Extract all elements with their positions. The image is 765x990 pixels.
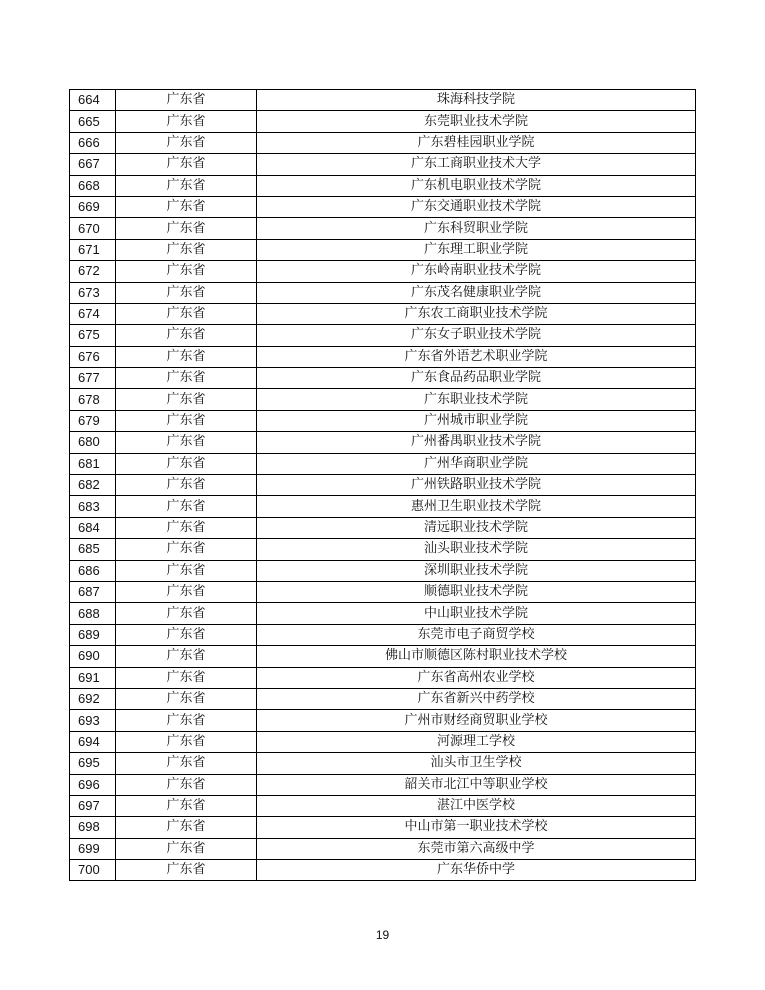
school-name-cell: 深圳职业技术学院 bbox=[257, 560, 696, 581]
school-name-cell: 中山职业技术学院 bbox=[257, 603, 696, 624]
row-number-cell: 698 bbox=[70, 817, 116, 838]
school-name-cell: 珠海科技学院 bbox=[257, 90, 696, 111]
province-cell: 广东省 bbox=[116, 111, 257, 132]
province-cell: 广东省 bbox=[116, 517, 257, 538]
school-name-cell: 广东岭南职业技术学院 bbox=[257, 261, 696, 282]
table-row bbox=[70, 688, 696, 709]
school-name-cell: 广东工商职业技术大学 bbox=[257, 154, 696, 175]
school-name-cell: 广州铁路职业技术学院 bbox=[257, 475, 696, 496]
row-number-cell: 665 bbox=[70, 111, 116, 132]
school-name-cell: 广东职业技术学院 bbox=[257, 389, 696, 410]
row-number-cell: 684 bbox=[70, 517, 116, 538]
province-cell: 广东省 bbox=[116, 325, 257, 346]
table-row bbox=[70, 432, 696, 453]
province-cell: 广东省 bbox=[116, 432, 257, 453]
school-name-cell: 广东省新兴中药学校 bbox=[257, 688, 696, 709]
table-row bbox=[70, 154, 696, 175]
province-cell: 广东省 bbox=[116, 496, 257, 517]
province-cell: 广东省 bbox=[116, 560, 257, 581]
row-number-cell: 682 bbox=[70, 475, 116, 496]
province-cell: 广东省 bbox=[116, 710, 257, 731]
table-row bbox=[70, 90, 696, 111]
school-name-cell: 汕头市卫生学校 bbox=[257, 753, 696, 774]
table-row bbox=[70, 496, 696, 517]
row-number-cell: 678 bbox=[70, 389, 116, 410]
province-cell: 广东省 bbox=[116, 346, 257, 367]
row-number-cell: 685 bbox=[70, 539, 116, 560]
province-cell: 广东省 bbox=[116, 90, 257, 111]
table-row bbox=[70, 368, 696, 389]
table-row bbox=[70, 389, 696, 410]
school-name-cell: 韶关市北江中等职业学校 bbox=[257, 774, 696, 795]
table-row bbox=[70, 774, 696, 795]
province-cell: 广东省 bbox=[116, 303, 257, 324]
province-cell: 广东省 bbox=[116, 688, 257, 709]
table-row bbox=[70, 410, 696, 431]
school-name-cell: 广东机电职业技术学院 bbox=[257, 175, 696, 196]
table-body bbox=[70, 90, 696, 881]
row-number-cell: 691 bbox=[70, 667, 116, 688]
row-number-cell: 681 bbox=[70, 453, 116, 474]
row-number-cell: 699 bbox=[70, 838, 116, 859]
school-name-cell: 佛山市顺德区陈村职业技术学校 bbox=[257, 646, 696, 667]
row-number-cell: 673 bbox=[70, 282, 116, 303]
table-row bbox=[70, 175, 696, 196]
table-row bbox=[70, 132, 696, 153]
province-cell: 广东省 bbox=[116, 389, 257, 410]
page-number: 19 bbox=[375, 928, 390, 942]
province-cell: 广东省 bbox=[116, 239, 257, 260]
table-row bbox=[70, 517, 696, 538]
province-cell: 广东省 bbox=[116, 539, 257, 560]
province-cell: 广东省 bbox=[116, 753, 257, 774]
row-number-cell: 675 bbox=[70, 325, 116, 346]
province-cell: 广东省 bbox=[116, 731, 257, 752]
row-number-cell: 667 bbox=[70, 154, 116, 175]
school-name-cell: 广东理工职业学院 bbox=[257, 239, 696, 260]
province-cell: 广东省 bbox=[116, 603, 257, 624]
row-number-cell: 694 bbox=[70, 731, 116, 752]
school-name-cell: 广东科贸职业学院 bbox=[257, 218, 696, 239]
table-row bbox=[70, 646, 696, 667]
table-row bbox=[70, 710, 696, 731]
row-number-cell: 700 bbox=[70, 860, 116, 881]
province-cell: 广东省 bbox=[116, 175, 257, 196]
table-row bbox=[70, 667, 696, 688]
row-number-cell: 669 bbox=[70, 196, 116, 217]
province-cell: 广东省 bbox=[116, 132, 257, 153]
school-name-cell: 广东华侨中学 bbox=[257, 860, 696, 881]
table-row bbox=[70, 325, 696, 346]
table-row bbox=[70, 239, 696, 260]
province-cell: 广东省 bbox=[116, 453, 257, 474]
table-row bbox=[70, 753, 696, 774]
row-number-cell: 693 bbox=[70, 710, 116, 731]
school-name-cell: 惠州卫生职业技术学院 bbox=[257, 496, 696, 517]
school-name-cell: 河源理工学校 bbox=[257, 731, 696, 752]
school-name-cell: 广东碧桂园职业学院 bbox=[257, 132, 696, 153]
table-row bbox=[70, 560, 696, 581]
school-name-cell: 广东女子职业技术学院 bbox=[257, 325, 696, 346]
table-row bbox=[70, 539, 696, 560]
school-name-cell: 清远职业技术学院 bbox=[257, 517, 696, 538]
school-name-cell: 广东省外语艺术职业学院 bbox=[257, 346, 696, 367]
province-cell: 广东省 bbox=[116, 154, 257, 175]
school-name-cell: 湛江中医学校 bbox=[257, 795, 696, 816]
row-number-cell: 676 bbox=[70, 346, 116, 367]
table-row bbox=[70, 196, 696, 217]
province-cell: 广东省 bbox=[116, 838, 257, 859]
row-number-cell: 664 bbox=[70, 90, 116, 111]
table-row bbox=[70, 218, 696, 239]
school-list-table bbox=[69, 89, 696, 881]
table-row bbox=[70, 624, 696, 645]
school-name-cell: 广东交通职业技术学院 bbox=[257, 196, 696, 217]
school-name-cell: 广州华商职业学院 bbox=[257, 453, 696, 474]
school-list-table-container bbox=[69, 89, 695, 881]
school-name-cell: 东莞市第六高级中学 bbox=[257, 838, 696, 859]
table-row bbox=[70, 261, 696, 282]
table-row bbox=[70, 303, 696, 324]
table-row bbox=[70, 795, 696, 816]
table-row bbox=[70, 111, 696, 132]
row-number-cell: 696 bbox=[70, 774, 116, 795]
school-name-cell: 广州市财经商贸职业学校 bbox=[257, 710, 696, 731]
school-name-cell: 广东农工商职业技术学院 bbox=[257, 303, 696, 324]
province-cell: 广东省 bbox=[116, 218, 257, 239]
row-number-cell: 677 bbox=[70, 368, 116, 389]
row-number-cell: 688 bbox=[70, 603, 116, 624]
province-cell: 广东省 bbox=[116, 196, 257, 217]
school-name-cell: 广州城市职业学院 bbox=[257, 410, 696, 431]
province-cell: 广东省 bbox=[116, 624, 257, 645]
province-cell: 广东省 bbox=[116, 795, 257, 816]
row-number-cell: 674 bbox=[70, 303, 116, 324]
province-cell: 广东省 bbox=[116, 581, 257, 602]
table-row bbox=[70, 731, 696, 752]
row-number-cell: 687 bbox=[70, 581, 116, 602]
province-cell: 广东省 bbox=[116, 475, 257, 496]
school-name-cell: 东莞市电子商贸学校 bbox=[257, 624, 696, 645]
province-cell: 广东省 bbox=[116, 410, 257, 431]
row-number-cell: 668 bbox=[70, 175, 116, 196]
school-name-cell: 广东省高州农业学校 bbox=[257, 667, 696, 688]
row-number-cell: 672 bbox=[70, 261, 116, 282]
province-cell: 广东省 bbox=[116, 646, 257, 667]
row-number-cell: 680 bbox=[70, 432, 116, 453]
row-number-cell: 686 bbox=[70, 560, 116, 581]
school-name-cell: 广州番禺职业技术学院 bbox=[257, 432, 696, 453]
province-cell: 广东省 bbox=[116, 368, 257, 389]
row-number-cell: 671 bbox=[70, 239, 116, 260]
school-name-cell: 汕头职业技术学院 bbox=[257, 539, 696, 560]
row-number-cell: 666 bbox=[70, 132, 116, 153]
row-number-cell: 670 bbox=[70, 218, 116, 239]
table-row bbox=[70, 282, 696, 303]
school-name-cell: 广东食品药品职业学院 bbox=[257, 368, 696, 389]
table-row bbox=[70, 860, 696, 881]
province-cell: 广东省 bbox=[116, 774, 257, 795]
table-row bbox=[70, 817, 696, 838]
table-row bbox=[70, 581, 696, 602]
school-name-cell: 广东茂名健康职业学院 bbox=[257, 282, 696, 303]
province-cell: 广东省 bbox=[116, 282, 257, 303]
province-cell: 广东省 bbox=[116, 817, 257, 838]
school-name-cell: 中山市第一职业技术学校 bbox=[257, 817, 696, 838]
table-row bbox=[70, 603, 696, 624]
table-row bbox=[70, 475, 696, 496]
row-number-cell: 689 bbox=[70, 624, 116, 645]
school-name-cell: 顺德职业技术学院 bbox=[257, 581, 696, 602]
row-number-cell: 690 bbox=[70, 646, 116, 667]
province-cell: 广东省 bbox=[116, 860, 257, 881]
row-number-cell: 697 bbox=[70, 795, 116, 816]
row-number-cell: 692 bbox=[70, 688, 116, 709]
table-row bbox=[70, 838, 696, 859]
school-name-cell: 东莞职业技术学院 bbox=[257, 111, 696, 132]
table-row bbox=[70, 453, 696, 474]
row-number-cell: 683 bbox=[70, 496, 116, 517]
province-cell: 广东省 bbox=[116, 261, 257, 282]
row-number-cell: 695 bbox=[70, 753, 116, 774]
province-cell: 广东省 bbox=[116, 667, 257, 688]
row-number-cell: 679 bbox=[70, 410, 116, 431]
table-row bbox=[70, 346, 696, 367]
